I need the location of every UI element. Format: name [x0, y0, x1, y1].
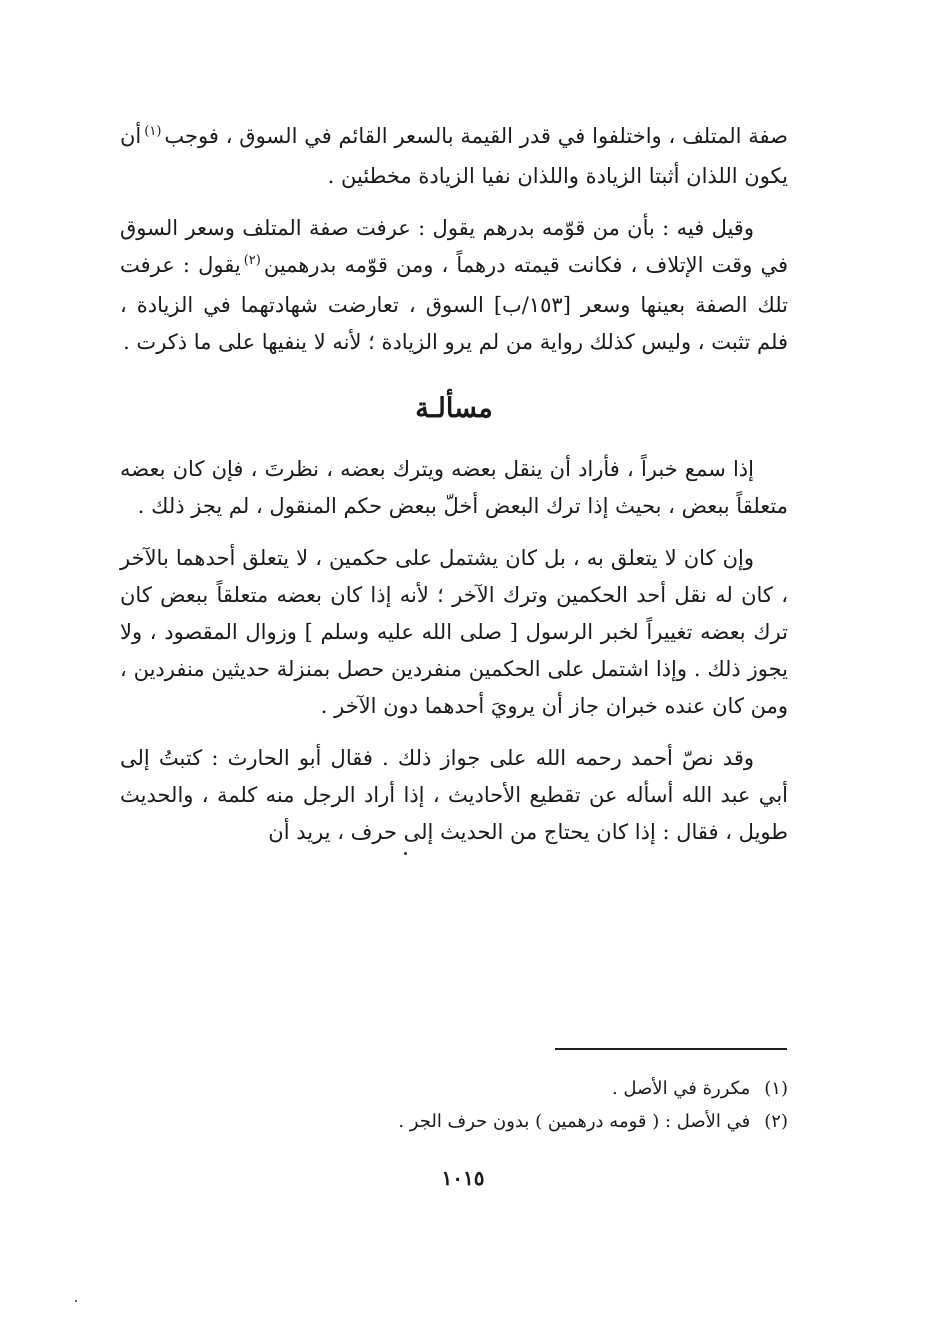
footnote-2-text: في الأصل : ( قومه درهمين ) بدون حرف الجر .: [398, 1111, 751, 1132]
footnote-1: [120, 1072, 788, 1105]
speck-mark: [404, 852, 407, 855]
footnote-1-number: (١): [764, 1078, 788, 1099]
paragraph-2-text-b: يقول : عرفت تلك الصفة بعينها وسعر [١٥٣/ب] السوق ، تعارضت شهادتهما في الزيادة ، فلم تثبت ، وليس كذلك رواية من لم يرو الزيادة ؛ لأنه لا ينفيها على ما ذكرت .: [120, 253, 788, 354]
footnote-2-number: (٢): [764, 1111, 788, 1132]
page-number: ١٠١٥: [441, 1166, 485, 1190]
paragraph-1: [120, 118, 788, 195]
footnote-ref-2: (٢): [243, 253, 261, 268]
section-paragraph-2: وإن كان لا يتعلق به ، بل كان يشتمل على حكمين ، لا يتعلق أحدهما بالآخر ، كان له نقل أحد الحكمين وترك الآخر ؛ لأنه إذا كان بعضه متعلقاً ببعض كان ترك بعضه تغييراً لخبر الرسول [ صلى الله عليه وسلم ] وزوال المقصود ، ولا يجوز ذلك . وإذا اشتمل على الحكمين منفردين حصل بمنزلة حديثين منفردين ، ومن كان عنده خبران جاز أن يرويَ أحدهما دون الآخر .: [120, 546, 788, 718]
page-body: [120, 118, 788, 851]
paragraph-2-text-a: وقيل فيه : بأن من قوّمه بدرهم يقول : عرفت صفة المتلف وسعر السوق في وقت الإتلاف ، فكانت قيمته درهماً ، ومن قوّمه بدرهمين: [120, 216, 788, 277]
footnotes: [120, 1072, 788, 1138]
paragraph-1-text-b: أن يكون اللذان أثبتا الزيادة واللذان نفيا الزيادة مخطئين .: [120, 124, 788, 188]
footnote-ref-1: (١): [144, 124, 162, 139]
paragraph-1-text-a: صفة المتلف ، واختلفوا في قدر القيمة بالسعر القائم في السوق ، فوجب: [164, 124, 788, 148]
speck-mark: [75, 1300, 77, 1302]
paragraph-2: [120, 210, 788, 361]
footnote-1-text: مكررة في الأصل .: [611, 1078, 751, 1099]
section-heading: مسألـة: [415, 393, 493, 424]
footnote-divider: [555, 1048, 787, 1050]
section-paragraph-3: وقد نصّ أحمد رحمه الله على جواز ذلك . فقال أبو الحارث : كتبتُ إلى أبي عبد الله أسأله عن تقطيع الأحاديث ، إذا أراد الرجل منه كلمة ، والحديث طويل ، فقال : إذا كان يحتاج من الحديث إلى حرف ، يريد أن: [120, 746, 788, 844]
footnote-2: [120, 1105, 788, 1138]
section-paragraph-1: إذا سمع خبراً ، فأراد أن ينقل بعضه ويترك بعضه ، نظرتَ ، فإن كان بعضه متعلقاً ببعض ، بحيث إذا ترك البعض أخلّ ببعض حكم المنقول ، لم يجز ذلك .: [120, 457, 788, 518]
